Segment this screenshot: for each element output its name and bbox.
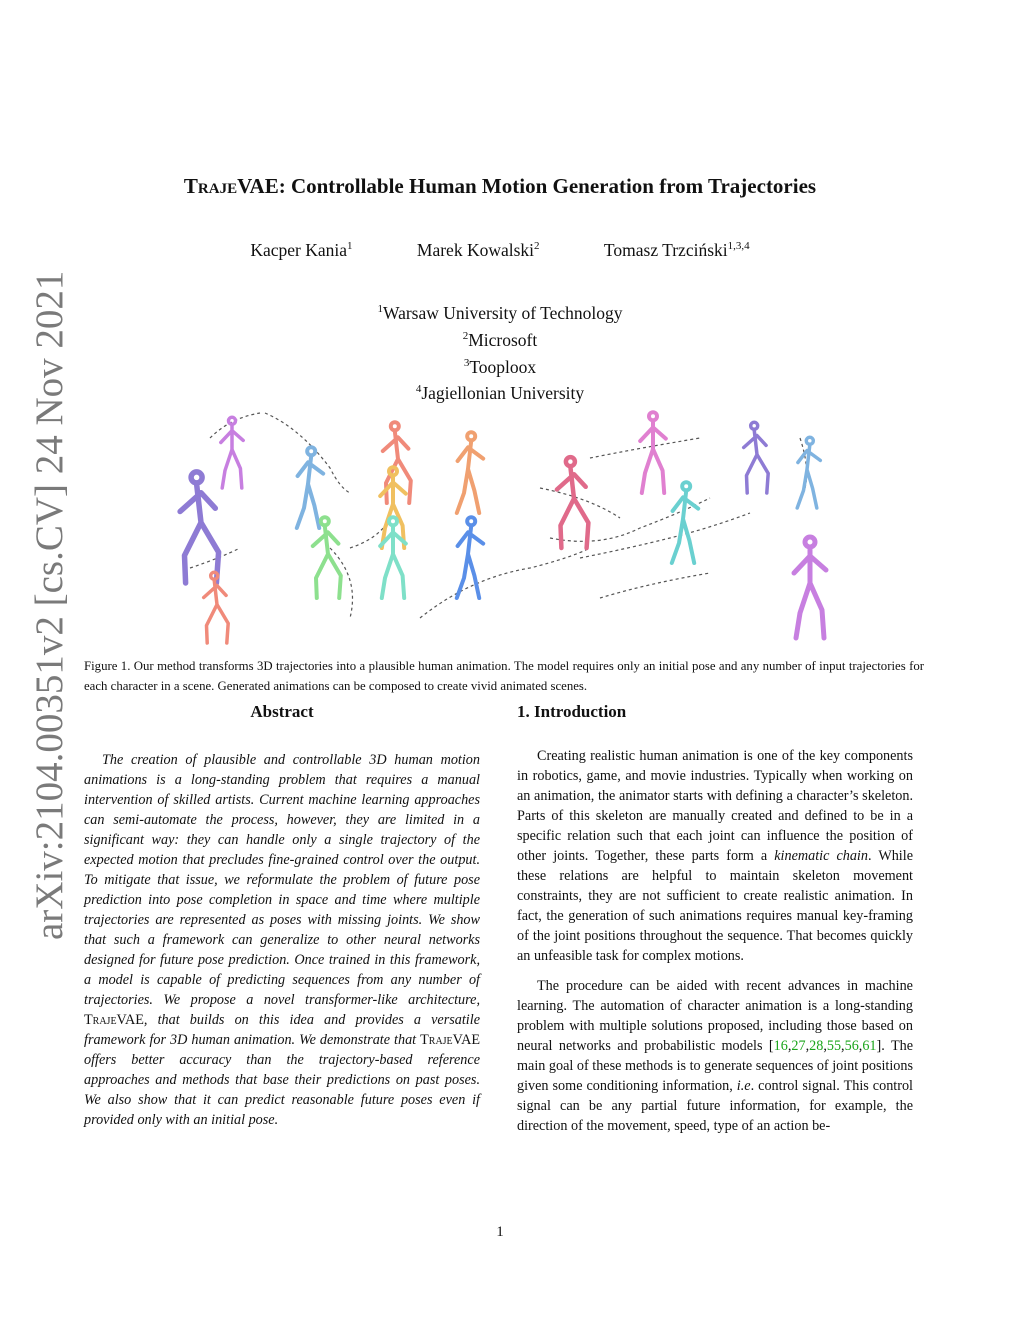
stick-figure-head (467, 432, 475, 440)
stick-figure-head (566, 457, 575, 466)
affiliation: $^2$Microsoft (462, 329, 538, 350)
citation-link[interactable]: 61 (862, 1038, 877, 1054)
left-column (84, 702, 480, 1130)
affiliation: $^1$Warsaw University of Technology (377, 302, 623, 323)
stick-figure-head (229, 417, 236, 424)
affiliations (0, 298, 1000, 405)
stick-figure (180, 472, 219, 583)
stick-figure-head (682, 482, 690, 490)
trajectory (600, 573, 710, 598)
trajectory (420, 548, 590, 618)
citation-link[interactable]: 27 (791, 1038, 806, 1054)
stick-figure-limbs (794, 548, 826, 638)
stick-figure-head (321, 517, 329, 525)
stick-figure-head (389, 517, 397, 525)
arxiv-stamp: arXiv:2104.00351v2 [cs.CV] 24 Nov 2021 (28, 270, 71, 940)
trajectory (590, 438, 700, 458)
stick-figure-head (805, 537, 815, 547)
stick-figure-head (307, 447, 315, 455)
stick-figure-limbs (297, 456, 323, 528)
citation-link[interactable]: 28 (809, 1038, 824, 1054)
trajectory (540, 488, 620, 518)
stick-figure-limbs (180, 484, 219, 583)
stick-figure-limbs (557, 467, 589, 548)
stick-figure (640, 412, 666, 493)
stick-figure (457, 432, 483, 513)
affiliation: $^3$Tooploox (463, 356, 537, 377)
stick-figure (457, 517, 483, 598)
intro-paragraph: Creating realistic human animation is one of the key components in robotics, game, and movie industries. Typically when working on an animation, the animator starts with defining a character’s skeleton. Parts of this skeleton are manually created and defined to be in a specific relation such that each joint can influence the position of other joints. Together, these parts form a kinematic chain. While these relations are helpful to maintain skeleton movement constraints, they are not sufficient to create realistic animation. In fact, the generation of such animations requires manual key-framing of the joint positions throughout the sequence. That becomes quickly an unfeasible task for complex motions. (517, 748, 913, 964)
stick-figure-head (649, 412, 657, 420)
title-rest: : Controllable Human Motion Generation from Trajectories (278, 174, 817, 198)
author: Marek Kowalski$^2$ (416, 240, 540, 260)
stick-figure (557, 457, 589, 548)
stick-figure-head (391, 422, 399, 430)
abstract-body: The creation of plausible and controllable 3D human motion animations is a long-standing problem that requires a manual intervention of skilled artists. Current machine learning approaches can semi-automate the process, however, they are limited in a significant way: they can handle only a single trajectory of the expected motion that precludes fine-grained control over the output. To mitigate that issue, we reformulate the problem of future pose prediction into pose completion in space and time where multiple trajectories are represented as poses with missing joints. We show that such a framework can generalize to other neural networks designed for future pose prediction. Once trained in this framework, a model is capable of predicting sequences from any number of trajectories. We propose a novel transformer-like architecture, TrajeVAE, that builds on this idea and provides a versatile framework for 3D human animation. We demonstrate that TrajeVAE offers better accuracy than the trajectory-based reference approaches and methods that base their predictions on past poses. We also show that it can predict reasonable future poses even if provided only with an initial pose. (84, 752, 480, 1128)
author: Kacper Kania$^1$ (250, 240, 353, 260)
introduction-heading: 1. Introduction (517, 702, 627, 721)
stick-figure-limbs (457, 526, 483, 598)
stick-figure (744, 422, 769, 493)
stick-figure (797, 437, 820, 508)
stick-figure-limbs (221, 425, 243, 488)
stick-figure-limbs (204, 580, 229, 643)
trajectory (580, 513, 750, 558)
affiliation: $^4$Jagiellonian University (415, 383, 585, 404)
stick-figure-head (191, 472, 202, 483)
figure-caption: Figure 1. Our method transforms 3D trajectories into a plausible human animation. The model requires only an initial pose and any number of input trajectories for each character in a scene. Generated animations can be composed to create vivid animated scenes. (84, 659, 924, 693)
stick-figure-head (806, 437, 813, 444)
author: Tomasz Trzciński$^{1,3,4}$ (603, 240, 750, 260)
citation-list: 16,27,28,55,56,61 (773, 1038, 877, 1054)
author-list (0, 240, 1000, 261)
stick-figure (672, 482, 698, 563)
right-column (517, 702, 913, 1136)
stick-figure (297, 447, 323, 528)
page-number: 1 (496, 1224, 504, 1240)
citation-link[interactable]: 16 (773, 1038, 788, 1054)
trajectory-lines (190, 413, 807, 618)
teaser-figure (150, 398, 940, 648)
stick-figure-limbs (797, 445, 820, 508)
stick-figures (180, 412, 826, 643)
stick-figure (794, 537, 826, 638)
paper-title (0, 174, 1000, 199)
abstract-heading: Abstract (250, 702, 314, 721)
citation-link[interactable]: 56 (844, 1038, 859, 1054)
method-name: TrajeVAE (183, 174, 279, 198)
stick-figure-limbs (457, 441, 483, 513)
stick-figure-limbs (744, 430, 769, 493)
stick-figure-head (751, 422, 758, 429)
stick-figure-head (467, 517, 475, 525)
stick-figure (313, 517, 341, 598)
citation-link[interactable]: 55 (826, 1038, 842, 1054)
stick-figure-limbs (672, 491, 698, 563)
stick-figure (221, 417, 243, 488)
stick-figure (204, 572, 229, 643)
stick-figure-limbs (640, 421, 666, 493)
intro-paragraph: The procedure can be aided with recent advances in machine learning. The automation of character animation is a long-standing problem with multiple solutions proposed, including those based on neural networks and probabilistic models [16,27,28,55,56,61]. The main goal of these methods is to generate sequences of joint positions given some conditioning information, i.e. control signal. This control signal can be any partial future information, for example, the direction of the movement, speed, type of an action be- (517, 978, 914, 1134)
stick-figure-limbs (313, 526, 341, 598)
